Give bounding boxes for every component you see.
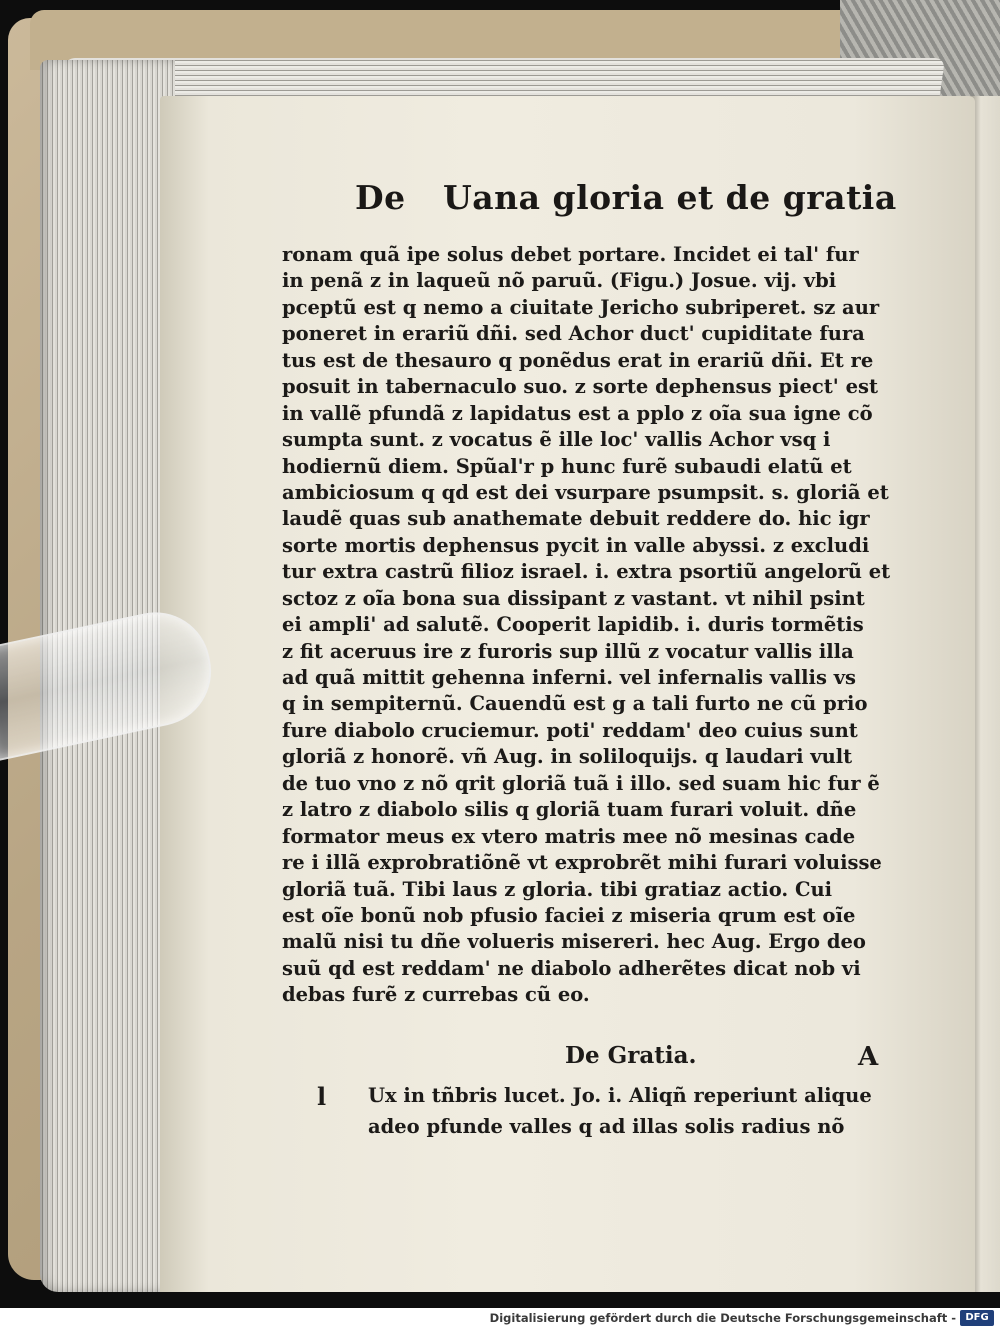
margin-mark: l bbox=[317, 1082, 327, 1111]
text-line: ad quã mittit gehenna inferni. vel infernalis vallis vs bbox=[282, 666, 857, 689]
text-line: Ux in tñbris lucet. Jo. i. Aliqñ reperiunt alique bbox=[368, 1084, 872, 1107]
text-line: debas furẽ z currebas cũ eo. bbox=[282, 983, 590, 1007]
signature-mark: A bbox=[858, 1042, 879, 1072]
text-line: ei ampli' ad salutẽ. Cooperit lapidib. i. duris tormẽtis bbox=[282, 613, 864, 637]
text-line: in penã z in laqueũ nõ paruũ. (Figu.) Josue. vij. vbi bbox=[282, 269, 837, 293]
text-line: re i illã exprobratiõnẽ vt exprobrẽt mihi furari voluisse bbox=[282, 851, 882, 875]
text-line: malũ nisi tu dñe volueris misereri. hec Aug. Ergo deo bbox=[282, 930, 866, 954]
text-line: hodiernũ diem. Spũal'r p hunc furẽ subaudi elatũ et bbox=[282, 454, 852, 478]
text-line: ronam quã ipe solus debet portare. Incidet ei tal' fur bbox=[282, 243, 859, 266]
dfg-logo-icon: DFG bbox=[960, 1310, 994, 1326]
text-line: formator meus ex vtero matris mee nõ mesinas cade bbox=[282, 824, 856, 848]
text-line: z latro z diabolo silis q gloriã tuam furari voluit. dñe bbox=[282, 798, 857, 822]
text-line: ambiciosum q qd est dei vsurpare psumpsit. s. gloriã et bbox=[282, 480, 889, 504]
running-header bbox=[355, 178, 897, 228]
running-header-left: De bbox=[355, 178, 406, 217]
text-line: pceptũ est q nemo a ciuitate Jericho subriperet. sz aur bbox=[282, 295, 880, 319]
text-line: est oĩe bonũ nob pfusio faciei z miseria qrum est oĩe bbox=[282, 903, 856, 927]
text-line: poneret in erariũ dñi. sed Achor duct' cupiditate fura bbox=[282, 322, 865, 346]
text-line: tus est de thesauro q ponẽdus erat in erariũ dñi. Et re bbox=[282, 348, 874, 372]
text-line: q in sempiternũ. Cauendũ est g a tali furto ne cũ prio bbox=[282, 692, 868, 716]
text-line: suũ qd est reddam' ne diabolo adherẽtes dicat nob vi bbox=[282, 956, 861, 980]
footer-credit: Digitalisierung gefördert durch die Deutsche Forschungsgemeinschaft - bbox=[489, 1311, 956, 1325]
text-line: de tuo vno z nõ qrit gloriã tuã i illo. sed suam hic fur ẽ bbox=[282, 771, 880, 795]
text-line: sumpta sunt. z vocatus ẽ ille loc' vallis Achor vsq i bbox=[282, 428, 831, 452]
running-header-right: Uana gloria et de gratia bbox=[443, 178, 897, 217]
text-line: posuit in tabernaculo suo. z sorte dephensus piect' est bbox=[282, 375, 878, 399]
text-line: tur extra castrũ filioz israel. i. extra psortiũ angelorũ et bbox=[282, 560, 891, 584]
text-line: fure diabolo cruciemur. poti' reddam' deo cuius sunt bbox=[282, 718, 858, 742]
text-line: gloriã tuã. Tibi laus z gloria. tibi gratiaz actio. Cui bbox=[282, 877, 833, 901]
text-line: in vallẽ pfundã z lapidatus est a pplo z oĩa sua igne cõ bbox=[282, 401, 873, 425]
text-line: sctoz z oĩa bona sua dissipant z vastant. vt nihil psint bbox=[282, 586, 865, 610]
section-heading: De Gratia. bbox=[565, 1042, 697, 1069]
text-line: gloriã z honorẽ. vñ Aug. in soliloquijs. q laudari vult bbox=[282, 745, 853, 769]
body-text bbox=[282, 242, 892, 1009]
text-line: laudẽ quas sub anathemate debuit reddere do. hic igr bbox=[282, 507, 870, 531]
text-line: sorte mortis dephensus pycit in valle abyssi. z excludi bbox=[282, 533, 870, 557]
text-line: z fit aceruus ire z furoris sup illũ z vocatur vallis illa bbox=[282, 639, 854, 663]
footer-bar bbox=[0, 1308, 1000, 1329]
text-line: adeo pfunde valles q ad illas solis radius nõ bbox=[368, 1115, 845, 1138]
section-text bbox=[368, 1080, 888, 1142]
